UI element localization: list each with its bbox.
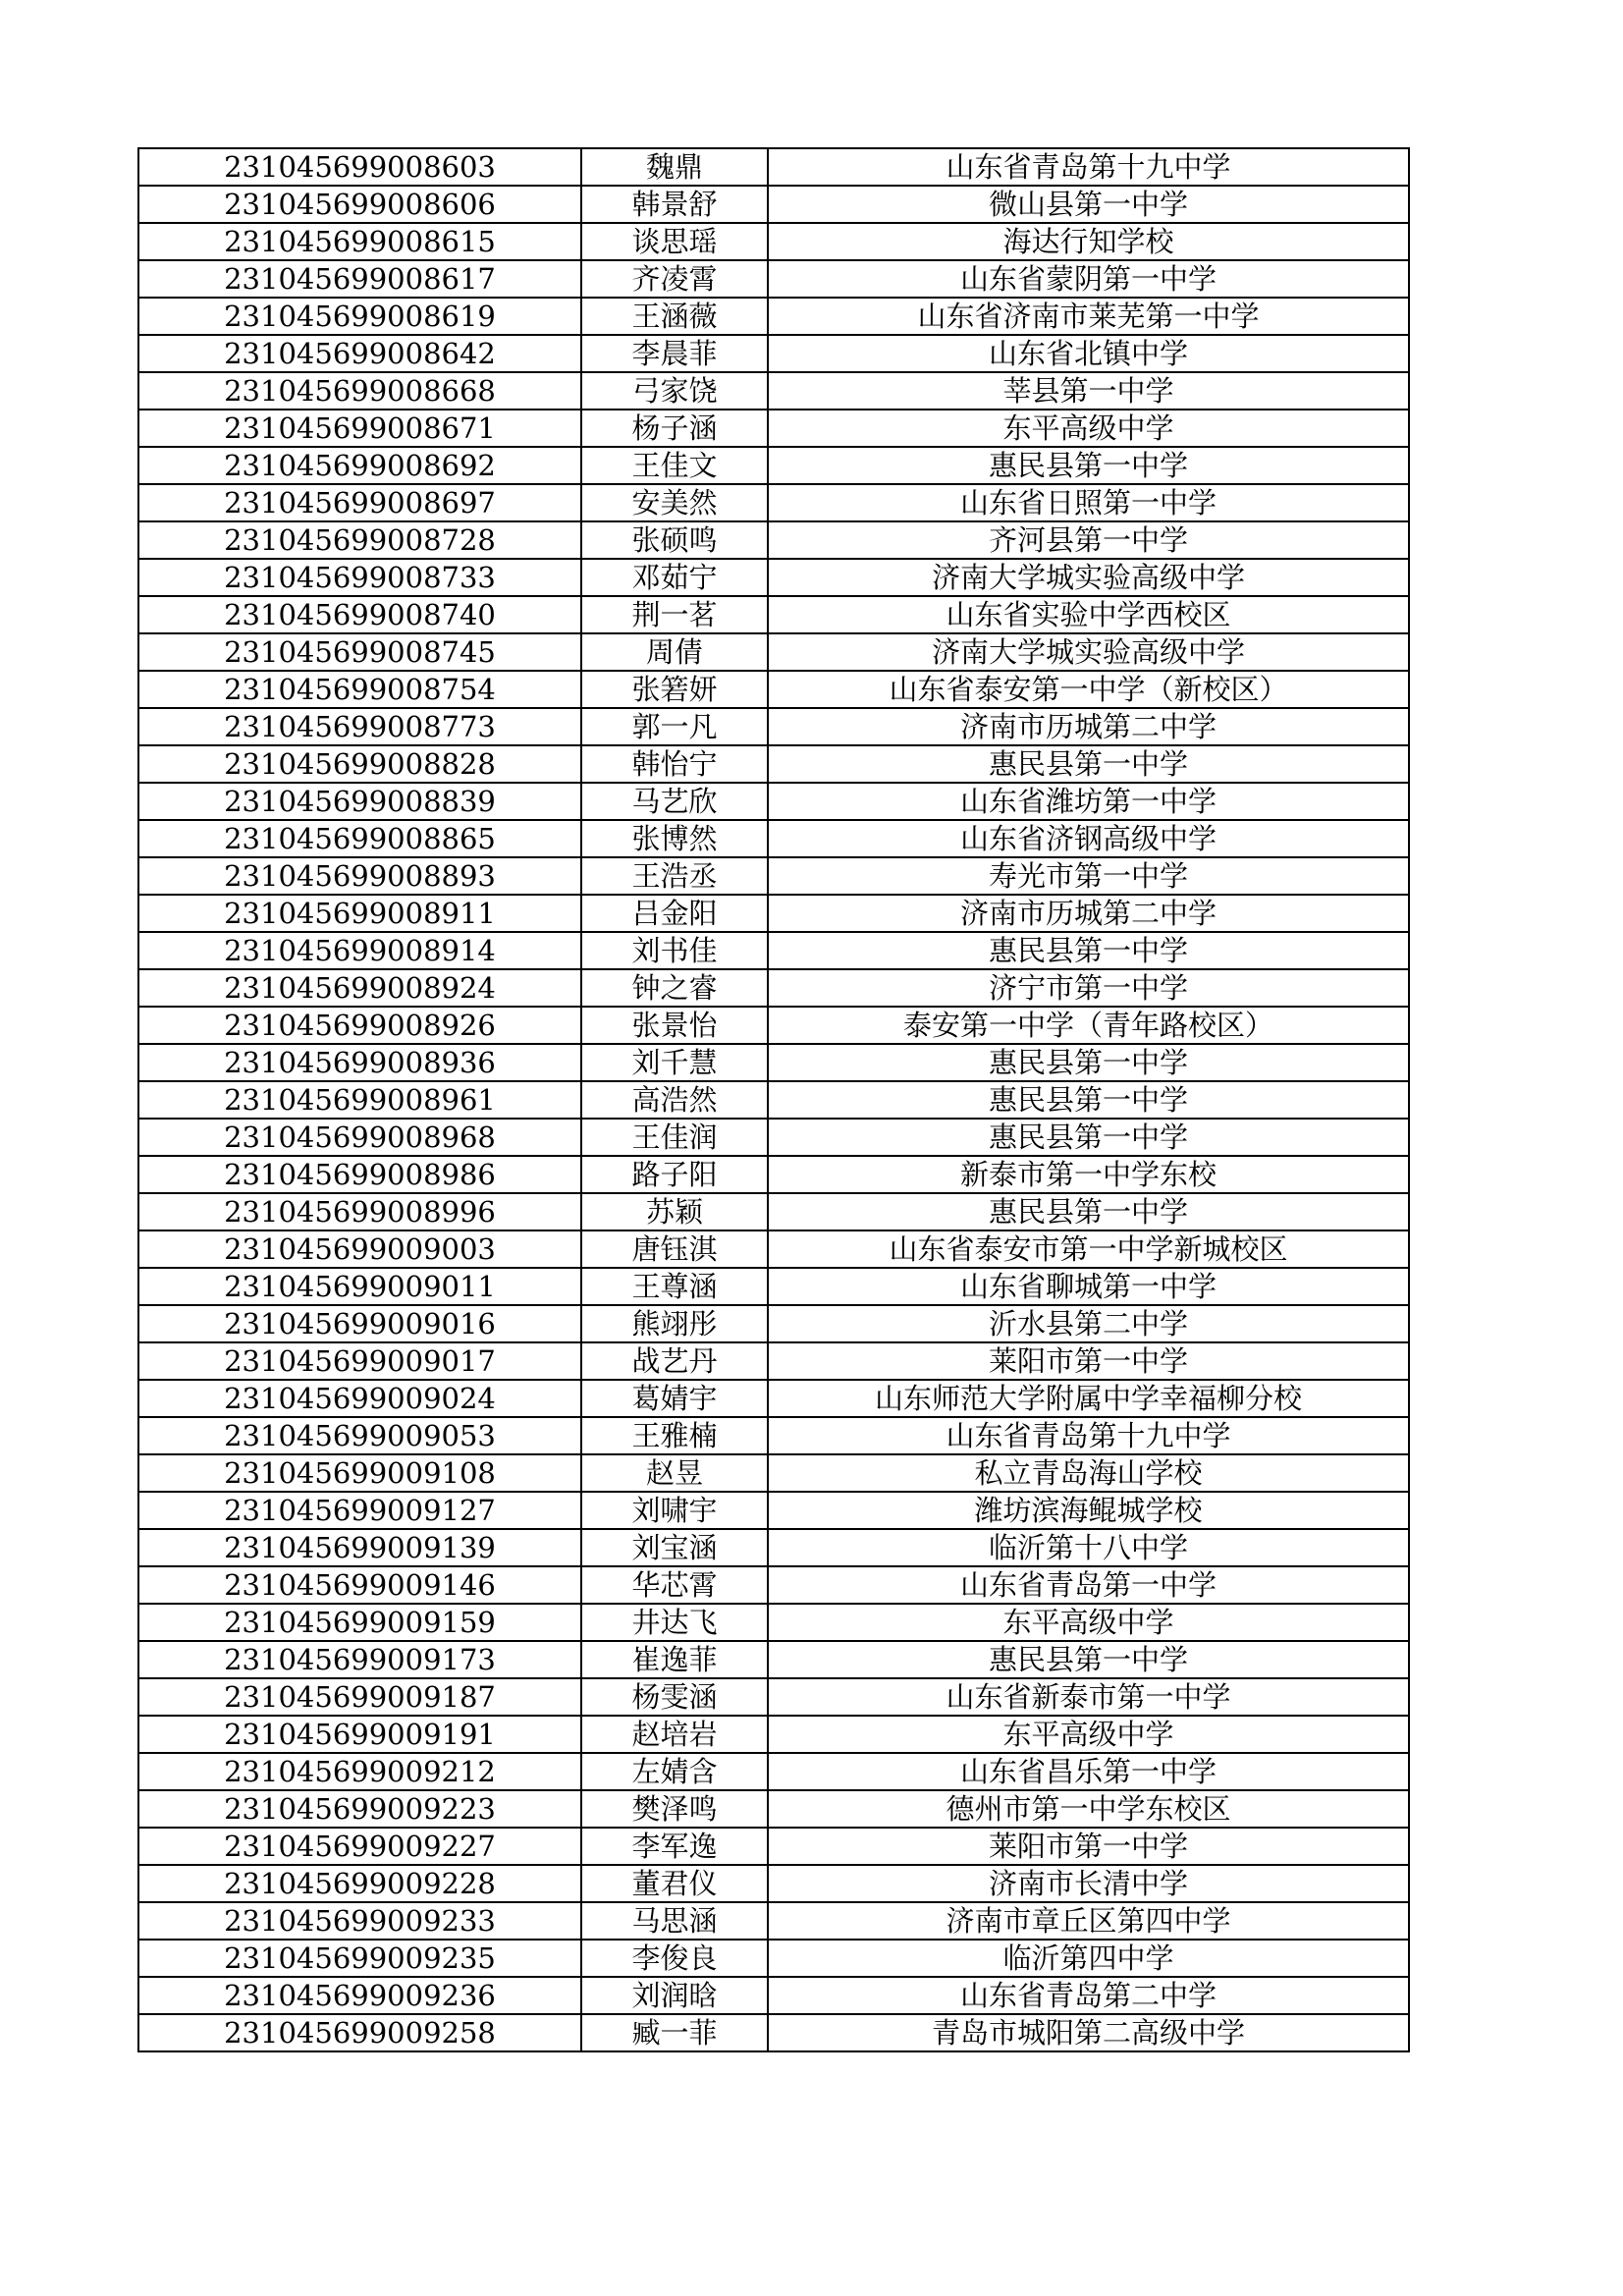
table-row [138, 148, 1409, 186]
school-name-cell: 山东省昌乐第一中学 [768, 1753, 1409, 1790]
school-name-cell: 山东省青岛第十九中学 [768, 1417, 1409, 1454]
candidate-id-cell: 231045699008754 [138, 671, 581, 708]
roster-body [138, 148, 1409, 2051]
school-name-cell: 莱阳市第一中学 [768, 1342, 1409, 1380]
candidate-id-cell: 231045699008893 [138, 857, 581, 895]
candidate-id-cell: 231045699009235 [138, 1940, 581, 1977]
table-row [138, 1342, 1409, 1380]
school-name-cell: 沂水县第二中学 [768, 1305, 1409, 1342]
student-name-cell: 王雅楠 [581, 1417, 768, 1454]
school-name-cell: 济南大学城实验高级中学 [768, 559, 1409, 596]
candidate-id-cell: 231045699009233 [138, 1902, 581, 1940]
student-name-cell: 唐钰淇 [581, 1230, 768, 1268]
table-row [138, 783, 1409, 820]
school-name-cell: 山东省济南市莱芜第一中学 [768, 298, 1409, 335]
candidate-id-cell: 231045699008968 [138, 1119, 581, 1156]
candidate-id-cell: 231045699008914 [138, 932, 581, 969]
table-row [138, 1193, 1409, 1230]
table-row [138, 1678, 1409, 1716]
school-name-cell: 山东省聊城第一中学 [768, 1268, 1409, 1305]
candidate-id-cell: 231045699009139 [138, 1529, 581, 1566]
table-row [138, 1268, 1409, 1305]
student-name-cell: 刘千慧 [581, 1044, 768, 1081]
table-row [138, 857, 1409, 895]
candidate-id-cell: 231045699008642 [138, 335, 581, 372]
student-name-cell: 王佳文 [581, 447, 768, 484]
school-name-cell: 山东省北镇中学 [768, 335, 1409, 372]
table-row [138, 820, 1409, 857]
school-name-cell: 莱阳市第一中学 [768, 1828, 1409, 1865]
student-name-cell: 张景怡 [581, 1007, 768, 1044]
table-row [138, 1865, 1409, 1902]
student-name-cell: 周倩 [581, 633, 768, 671]
school-name-cell: 山东省青岛第十九中学 [768, 148, 1409, 186]
table-row [138, 1977, 1409, 2014]
table-row [138, 895, 1409, 932]
student-name-cell: 吕金阳 [581, 895, 768, 932]
table-row [138, 1305, 1409, 1342]
table-row [138, 372, 1409, 410]
table-row [138, 708, 1409, 745]
school-name-cell: 私立青岛海山学校 [768, 1454, 1409, 1492]
table-row [138, 2014, 1409, 2051]
student-name-cell: 井达飞 [581, 1604, 768, 1641]
school-name-cell: 山东省潍坊第一中学 [768, 783, 1409, 820]
student-name-cell: 魏鼎 [581, 148, 768, 186]
table-row [138, 1230, 1409, 1268]
candidate-id-cell: 231045699008936 [138, 1044, 581, 1081]
student-name-cell: 葛婧宇 [581, 1380, 768, 1417]
table-row [138, 260, 1409, 298]
school-name-cell: 临沂第十八中学 [768, 1529, 1409, 1566]
student-name-cell: 李晨菲 [581, 335, 768, 372]
school-name-cell: 惠民县第一中学 [768, 745, 1409, 783]
school-name-cell: 东平高级中学 [768, 410, 1409, 447]
table-row [138, 1940, 1409, 1977]
school-name-cell: 东平高级中学 [768, 1716, 1409, 1753]
candidate-id-cell: 231045699009053 [138, 1417, 581, 1454]
school-name-cell: 山东省泰安市第一中学新城校区 [768, 1230, 1409, 1268]
candidate-id-cell: 231045699008745 [138, 633, 581, 671]
table-row [138, 484, 1409, 521]
school-name-cell: 济南市长清中学 [768, 1865, 1409, 1902]
candidate-id-cell: 231045699009108 [138, 1454, 581, 1492]
school-name-cell: 青岛市城阳第二高级中学 [768, 2014, 1409, 2051]
table-row [138, 1417, 1409, 1454]
school-name-cell: 山东省日照第一中学 [768, 484, 1409, 521]
candidate-id-cell: 231045699008606 [138, 186, 581, 223]
candidate-id-cell: 231045699008733 [138, 559, 581, 596]
table-row [138, 633, 1409, 671]
candidate-id-cell: 231045699009258 [138, 2014, 581, 2051]
candidate-id-cell: 231045699009228 [138, 1865, 581, 1902]
student-name-cell: 崔逸菲 [581, 1641, 768, 1678]
table-row [138, 1753, 1409, 1790]
candidate-id-cell: 231045699009212 [138, 1753, 581, 1790]
school-name-cell: 惠民县第一中学 [768, 1044, 1409, 1081]
candidate-id-cell: 231045699008619 [138, 298, 581, 335]
school-name-cell: 山东省泰安第一中学（新校区） [768, 671, 1409, 708]
table-row [138, 1492, 1409, 1529]
table-row [138, 1716, 1409, 1753]
table-row [138, 186, 1409, 223]
candidate-id-cell: 231045699008668 [138, 372, 581, 410]
table-row [138, 745, 1409, 783]
school-name-cell: 惠民县第一中学 [768, 1641, 1409, 1678]
school-name-cell: 惠民县第一中学 [768, 1081, 1409, 1119]
student-name-cell: 韩景舒 [581, 186, 768, 223]
student-name-cell: 安美然 [581, 484, 768, 521]
table-row [138, 335, 1409, 372]
candidate-id-cell: 231045699008740 [138, 596, 581, 633]
student-name-cell: 刘书佳 [581, 932, 768, 969]
student-name-cell: 张箬妍 [581, 671, 768, 708]
candidate-id-cell: 231045699008615 [138, 223, 581, 260]
student-name-cell: 王涵薇 [581, 298, 768, 335]
school-name-cell: 山东省蒙阴第一中学 [768, 260, 1409, 298]
candidate-id-cell: 231045699008839 [138, 783, 581, 820]
school-name-cell: 东平高级中学 [768, 1604, 1409, 1641]
school-name-cell: 山东省实验中学西校区 [768, 596, 1409, 633]
table-row [138, 1081, 1409, 1119]
school-name-cell: 惠民县第一中学 [768, 1119, 1409, 1156]
school-name-cell: 莘县第一中学 [768, 372, 1409, 410]
school-name-cell: 济南市历城第二中学 [768, 708, 1409, 745]
school-name-cell: 山东省青岛第一中学 [768, 1566, 1409, 1604]
candidate-id-cell: 231045699009191 [138, 1716, 581, 1753]
candidate-id-cell: 231045699009016 [138, 1305, 581, 1342]
candidate-id-cell: 231045699009159 [138, 1604, 581, 1641]
table-row [138, 559, 1409, 596]
school-name-cell: 寿光市第一中学 [768, 857, 1409, 895]
candidate-id-cell: 231045699008773 [138, 708, 581, 745]
school-name-cell: 山东师范大学附属中学幸福柳分校 [768, 1380, 1409, 1417]
student-name-cell: 赵培岩 [581, 1716, 768, 1753]
student-name-cell: 苏颖 [581, 1193, 768, 1230]
student-name-cell: 臧一菲 [581, 2014, 768, 2051]
student-name-cell: 左婧含 [581, 1753, 768, 1790]
student-name-cell: 熊翊彤 [581, 1305, 768, 1342]
table-row [138, 1902, 1409, 1940]
candidate-id-cell: 231045699009011 [138, 1268, 581, 1305]
candidate-id-cell: 231045699008865 [138, 820, 581, 857]
student-name-cell: 弓家饶 [581, 372, 768, 410]
candidate-id-cell: 231045699008911 [138, 895, 581, 932]
candidate-id-cell: 231045699008728 [138, 521, 581, 559]
candidate-id-cell: 231045699009017 [138, 1342, 581, 1380]
student-name-cell: 战艺丹 [581, 1342, 768, 1380]
student-name-cell: 高浩然 [581, 1081, 768, 1119]
student-name-cell: 路子阳 [581, 1156, 768, 1193]
candidate-id-cell: 231045699009223 [138, 1790, 581, 1828]
student-name-cell: 杨雯涵 [581, 1678, 768, 1716]
school-name-cell: 济南大学城实验高级中学 [768, 633, 1409, 671]
table-row [138, 1007, 1409, 1044]
student-name-cell: 刘润晗 [581, 1977, 768, 2014]
school-name-cell: 德州市第一中学东校区 [768, 1790, 1409, 1828]
school-name-cell: 惠民县第一中学 [768, 932, 1409, 969]
student-name-cell: 王浩丞 [581, 857, 768, 895]
school-name-cell: 齐河县第一中学 [768, 521, 1409, 559]
table-row [138, 596, 1409, 633]
table-row [138, 671, 1409, 708]
table-row [138, 1529, 1409, 1566]
candidate-id-cell: 231045699008617 [138, 260, 581, 298]
school-name-cell: 惠民县第一中学 [768, 1193, 1409, 1230]
school-name-cell: 微山县第一中学 [768, 186, 1409, 223]
table-row [138, 969, 1409, 1007]
school-name-cell: 泰安第一中学（青年路校区） [768, 1007, 1409, 1044]
candidate-id-cell: 231045699008603 [138, 148, 581, 186]
table-row [138, 447, 1409, 484]
table-row [138, 410, 1409, 447]
candidate-id-cell: 231045699009024 [138, 1380, 581, 1417]
school-name-cell: 临沂第四中学 [768, 1940, 1409, 1977]
candidate-id-cell: 231045699008697 [138, 484, 581, 521]
student-name-cell: 马艺欣 [581, 783, 768, 820]
student-name-cell: 董君仪 [581, 1865, 768, 1902]
candidate-id-cell: 231045699008926 [138, 1007, 581, 1044]
student-name-cell: 齐凌霄 [581, 260, 768, 298]
candidate-id-cell: 231045699008961 [138, 1081, 581, 1119]
candidate-id-cell: 231045699008996 [138, 1193, 581, 1230]
student-name-cell: 樊泽鸣 [581, 1790, 768, 1828]
student-name-cell: 荆一茗 [581, 596, 768, 633]
student-name-cell: 刘宝涵 [581, 1529, 768, 1566]
table-row [138, 298, 1409, 335]
student-name-cell: 李俊良 [581, 1940, 768, 1977]
table-row [138, 1566, 1409, 1604]
student-name-cell: 邓茹宁 [581, 559, 768, 596]
candidate-id-cell: 231045699008828 [138, 745, 581, 783]
school-name-cell: 山东省青岛第二中学 [768, 1977, 1409, 2014]
student-name-cell: 赵昱 [581, 1454, 768, 1492]
student-name-cell: 谈思瑶 [581, 223, 768, 260]
table-row [138, 1790, 1409, 1828]
school-name-cell: 山东省济钢高级中学 [768, 820, 1409, 857]
student-name-cell: 王佳润 [581, 1119, 768, 1156]
table-row [138, 1380, 1409, 1417]
student-name-cell: 张博然 [581, 820, 768, 857]
candidate-id-cell: 231045699009173 [138, 1641, 581, 1678]
table-row [138, 1641, 1409, 1678]
student-name-cell: 马思涵 [581, 1902, 768, 1940]
roster-table [137, 147, 1410, 2052]
table-row [138, 521, 1409, 559]
candidate-id-cell: 231045699009146 [138, 1566, 581, 1604]
table-row [138, 1828, 1409, 1865]
table-row [138, 223, 1409, 260]
student-name-cell: 李军逸 [581, 1828, 768, 1865]
candidate-id-cell: 231045699009003 [138, 1230, 581, 1268]
student-name-cell: 刘啸宇 [581, 1492, 768, 1529]
school-name-cell: 山东省新泰市第一中学 [768, 1678, 1409, 1716]
school-name-cell: 济南市历城第二中学 [768, 895, 1409, 932]
candidate-id-cell: 231045699009127 [138, 1492, 581, 1529]
candidate-id-cell: 231045699009236 [138, 1977, 581, 2014]
student-name-cell: 杨子涵 [581, 410, 768, 447]
candidate-id-cell: 231045699008692 [138, 447, 581, 484]
student-name-cell: 钟之睿 [581, 969, 768, 1007]
school-name-cell: 海达行知学校 [768, 223, 1409, 260]
school-name-cell: 济南市章丘区第四中学 [768, 1902, 1409, 1940]
school-name-cell: 潍坊滨海鲲城学校 [768, 1492, 1409, 1529]
student-name-cell: 郭一凡 [581, 708, 768, 745]
table-row [138, 1119, 1409, 1156]
school-name-cell: 惠民县第一中学 [768, 447, 1409, 484]
table-row [138, 1454, 1409, 1492]
student-name-cell: 张硕鸣 [581, 521, 768, 559]
table-row [138, 1044, 1409, 1081]
school-name-cell: 新泰市第一中学东校 [768, 1156, 1409, 1193]
student-name-cell: 华芯霄 [581, 1566, 768, 1604]
student-name-cell: 王尊涵 [581, 1268, 768, 1305]
student-name-cell: 韩怡宁 [581, 745, 768, 783]
table-row [138, 1156, 1409, 1193]
table-row [138, 1604, 1409, 1641]
candidate-id-cell: 231045699009187 [138, 1678, 581, 1716]
table-row [138, 932, 1409, 969]
candidate-id-cell: 231045699008924 [138, 969, 581, 1007]
candidate-id-cell: 231045699008986 [138, 1156, 581, 1193]
candidate-id-cell: 231045699009227 [138, 1828, 581, 1865]
candidate-id-cell: 231045699008671 [138, 410, 581, 447]
school-name-cell: 济宁市第一中学 [768, 969, 1409, 1007]
